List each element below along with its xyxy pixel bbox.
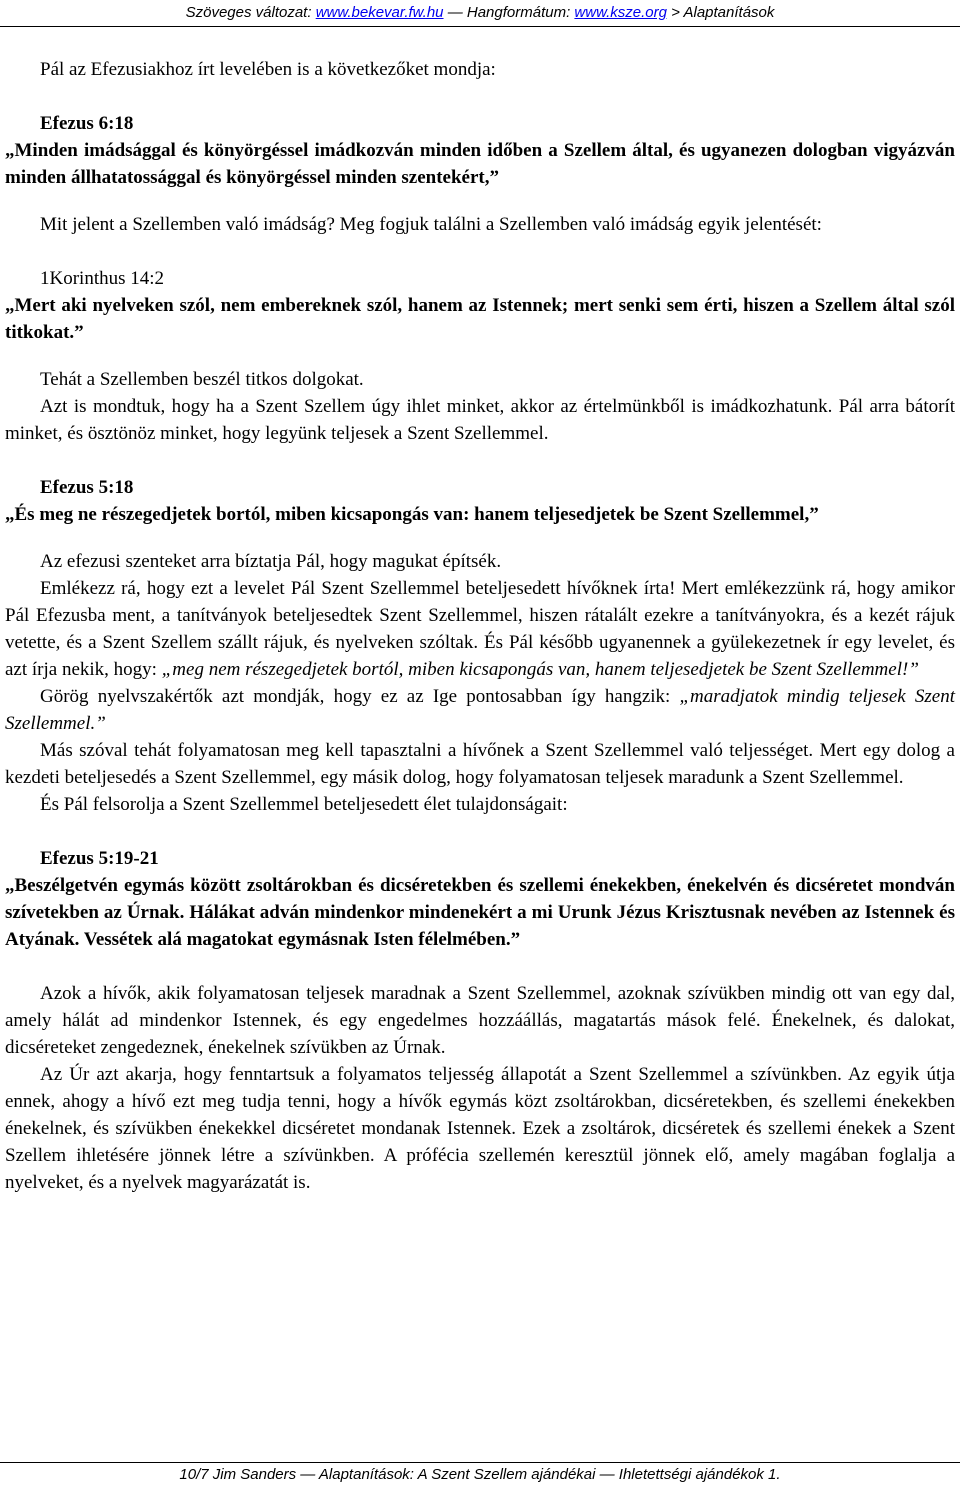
header-mid: — Hangformátum: [443, 4, 575, 21]
scripture-reference: Efezus 6:18 [40, 113, 134, 134]
body-text: Görög nyelvszakértők azt mondják, hogy ez az Ige pontosabban így hangzik: [40, 686, 680, 707]
body-text: Emlékezz rá, hogy ezt a levelet Pál Szent Szellemmel beteljesedett hívőknek írta! Mert emlékezzünk rá, hogy amikor Pál Efezusba ment, a tanítványok beteljesedtek Szent Szellemmel, hiszen rátalált ezekre a tanítványokra, és a kezét rájuk vetette, és a Szent Szellem szállt rájuk, és nyelveken szóltak. És Pál később ugyanennek a gyülekezetnek ír egy levelet, és azt írja nekik, hogy: [5, 578, 955, 680]
scripture-quote: „Beszélgetvén egymás között zsoltárokban és dicséretekben és szellemi énekekben, énekelvén és dicséretet mondván szívetekben az Úrnak. Hálákat adván mindenkor mindenekért a mi Urunk Jézus Krisztusnak nevében az Istennek és Atyának. Vessétek alá magatokat egymásnak Isten félelmében.” [5, 875, 955, 950]
intro-paragraph: Pál az Efezusiakhoz írt levelében is a következőket mondja: [40, 59, 496, 80]
header-prefix: Szöveges változat: [185, 4, 316, 21]
body-paragraph: Azok a hívők, akik folyamatosan teljesek maradnak a Szent Szellemmel, azoknak szívükben mindig ott van egy dal, amely hálát ad mindenkor Istennek, és egy engedelmes hozzáállás, magatartás mások felé. Énekelnek, és dalokat, dicséreteket zengedeznek, énekelnek szívükben az Úrnak. [5, 983, 955, 1058]
italic-quote: „meg nem részegedjetek bortól, miben kicsapongás van, hanem teljesedjetek be Szent Szellemmel!” [161, 659, 919, 680]
footer-rule [0, 1462, 960, 1463]
ksze-link[interactable]: www.ksze.org [574, 4, 667, 21]
body-paragraph: Az Úr azt akarja, hogy fenntartsuk a folyamatos teljesség állapotát a Szent Szellemmel a szívünkben. Az egyik útja ennek, ahogy a hívő ezt meg tudja tenni, hogy a hívők egymás közt zsoltárokban, dicséretekben, és szellemi énekekben énekelnek, és szívükben énekekkel dicséretet mondanak Istennek. Ezek a zsoltárok, dicséretek és szellemi énekek a Szent Szellem ihletésére jönnek létre a szívünkben. A prófécia szellemén keresztül jönnek elő, amely magában foglalja a nyelveket, és a nyelvek magyarázatát is. [5, 1064, 955, 1193]
body-paragraph: És Pál felsorolja a Szent Szellemmel beteljesedett élet tulajdonságait: [40, 794, 568, 815]
page-footer: 10/7 Jim Sanders — Alaptanítások: A Szent Szellem ajándékai — Ihletettségi ajándékok 1. [179, 1466, 781, 1483]
page-header [0, 4, 960, 22]
body-paragraph: Azt is mondtuk, hogy ha a Szent Szellem úgy ihlet minket, akkor az értelmünkből is imádkozhatunk. Pál arra bátorít minket, és ösztönöz minket, hogy legyünk teljesek a Szent Szellemmel. [5, 396, 955, 444]
italic-quote: „maradjatok mindig teljesek Szent Szellemmel.” [5, 686, 955, 734]
scripture-quote: „Mert aki nyelveken szól, nem embereknek szól, hanem az Istennek; mert senki sem érti, hiszen a Szellem által szól titkokat.” [5, 295, 955, 343]
document-body [5, 56, 955, 1196]
scripture-quote: „Minden imádsággal és könyörgéssel imádkozván minden időben a Szellem által, és ugyanezen dologban vigyázván minden állhatatossággal és könyörgéssel minden szentekért,” [5, 140, 955, 188]
body-paragraph: Mit jelent a Szellemben való imádság? Meg fogjuk találni a Szellemben való imádság egyik jelentését: [40, 214, 822, 235]
scripture-quote: „És meg ne részegedjetek bortól, miben kicsapongás van: hanem teljesedjetek be Szent Szellemmel,” [5, 504, 819, 525]
scripture-reference: 1Korinthus 14:2 [40, 268, 165, 289]
body-paragraph: Tehát a Szellemben beszél titkos dolgokat. [40, 369, 364, 390]
header-suffix: > Alaptanítások [666, 4, 775, 21]
body-paragraph [5, 575, 955, 683]
bekevar-link[interactable]: www.bekevar.fw.hu [315, 4, 444, 21]
scripture-reference: Efezus 5:19-21 [40, 848, 159, 869]
body-paragraph: Más szóval tehát folyamatosan meg kell tapasztalni a hívőnek a Szent Szellemmel való teljességet. Mert egy dolog a kezdeti beteljesedés a Szent Szellemmel, egy másik dolog, hogy folyamatosan teljesek maradunk a Szent Szellemmel. [5, 740, 955, 788]
body-paragraph [5, 683, 955, 737]
header-rule [0, 26, 960, 27]
scripture-reference: Efezus 5:18 [40, 477, 134, 498]
body-paragraph: Az efezusi szenteket arra bíztatja Pál, hogy magukat építsék. [40, 551, 502, 572]
